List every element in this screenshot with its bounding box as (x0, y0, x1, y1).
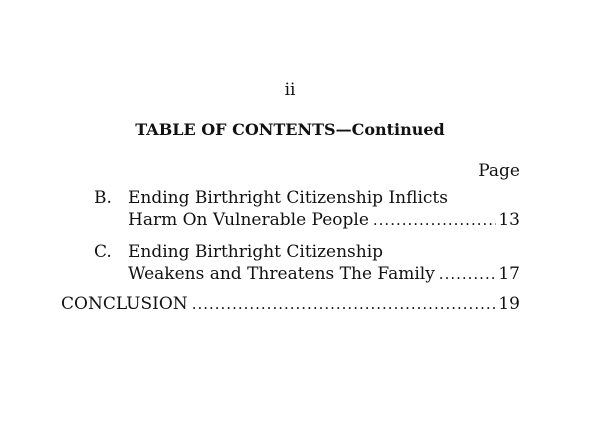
toc-heading: TABLE OF CONTENTS—Continued (135, 120, 445, 139)
toc-entry-line-2-text: Weakens and Threatens The Family (128, 264, 435, 284)
toc-entry-text (128, 187, 520, 231)
toc-entry-line-1: Ending Birthright Citizenship (128, 242, 384, 262)
page-column-label: Page (478, 161, 520, 181)
toc-entry-page-number: 13 (498, 210, 520, 230)
toc-conclusion-page-number: 19 (498, 294, 520, 314)
toc-entry-line-1: Ending Birthright Citizenship Inflicts (128, 188, 448, 208)
toc-entry-letter: C. (94, 242, 112, 262)
toc-conclusion-title: CONCLUSION (61, 294, 188, 314)
page-number: ii (284, 80, 296, 100)
dot-leader (192, 293, 497, 315)
toc-entry-page-number: 17 (498, 264, 520, 284)
dot-leader (373, 209, 496, 231)
toc-entry-line-2-text: Harm On Vulnerable People (128, 210, 369, 230)
toc-entry-text (128, 241, 520, 285)
toc-entry-line-2 (128, 209, 520, 231)
toc-entry-line-2 (128, 263, 520, 285)
toc-conclusion-line (61, 293, 520, 315)
toc-entry-letter: B. (94, 188, 112, 208)
dot-leader (439, 263, 497, 285)
